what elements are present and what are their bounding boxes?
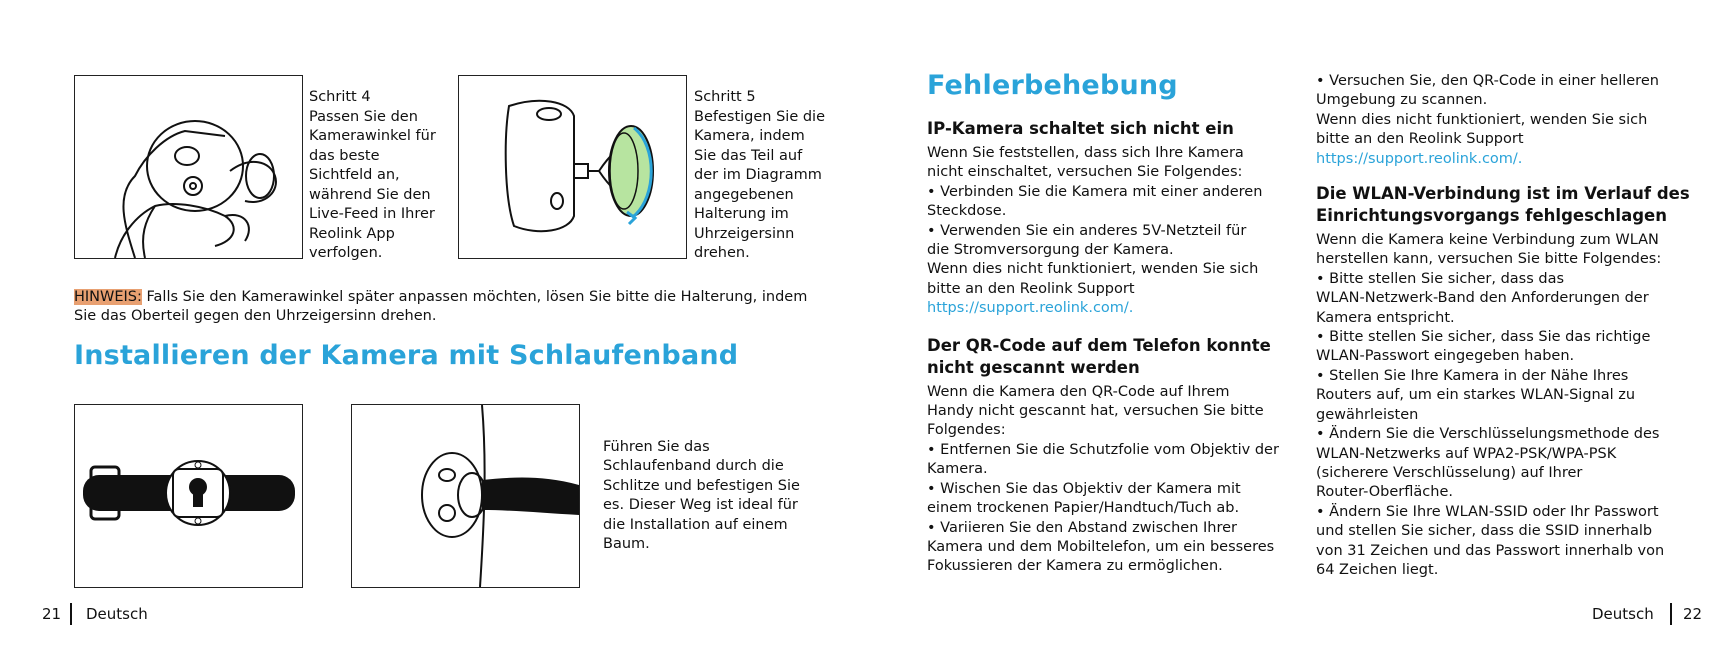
camera-mount-icon xyxy=(459,76,686,258)
wlan-issue-line: und stellen Sie sicher, dass die SSID innerhalb xyxy=(1316,523,1653,540)
left-footer-divider xyxy=(70,603,72,625)
step4-title: Schritt 4 xyxy=(309,89,371,105)
qr-issue-line: Kamera. xyxy=(927,461,988,478)
power-issue-line: Wenn dies nicht funktioniert, wenden Sie sich xyxy=(927,261,1259,278)
note xyxy=(74,288,807,327)
step4-line: Passen Sie den xyxy=(309,108,418,125)
power-issue-line: • Verwenden Sie ein anderes 5V-Netzteil für xyxy=(927,222,1247,239)
strap-heading: Installieren der Kamera mit Schlaufenband xyxy=(74,340,739,371)
qr-tip-line: Wenn dies nicht funktioniert, wenden Sie sich xyxy=(1316,111,1648,128)
qr-issue-line: Wenn die Kamera den QR-Code auf Ihrem xyxy=(927,383,1230,400)
strap-illustration xyxy=(74,404,303,588)
step5-title: Schritt 5 xyxy=(694,89,756,105)
step4-line: während Sie den xyxy=(309,186,431,203)
qr-tip-line: • Versuchen Sie, den QR-Code in einer helleren xyxy=(1316,73,1659,89)
wlan-issue-line: Kamera entspricht. xyxy=(1316,309,1455,326)
qr-issue-line: einem trockenen Papier/Handtuch/Tuch ab. xyxy=(927,500,1240,517)
qr-tip-line: Umgebung zu scannen. xyxy=(1316,92,1488,109)
wlan-issue-line: herstellen kann, versuchen Sie bitte Folgendes: xyxy=(1316,251,1662,268)
wlan-issue-line: Wenn die Kamera keine Verbindung zum WLAN xyxy=(1316,232,1659,249)
wlan-issue-line: • Ändern Sie Ihre WLAN-SSID oder Ihr Passwort xyxy=(1316,503,1659,520)
power-issue-line: nicht einschaltet, versuchen Sie Folgendes: xyxy=(927,164,1243,181)
wlan-issue-line: • Stellen Sie Ihre Kamera in der Nähe Ihres xyxy=(1316,367,1629,384)
wlan-issue-line: 64 Zeichen liegt. xyxy=(1316,561,1439,578)
wlan-issue-line: WLAN-Netzwerks auf WPA2-PSK/WPA-PSK xyxy=(1316,445,1617,462)
step4-line: verfolgen. xyxy=(309,245,383,261)
wlan-issue-title: Einrichtungsvorgangs fehlgeschlagen xyxy=(1316,206,1667,226)
step4-line: Sichtfeld an, xyxy=(309,167,400,183)
qr-issue-line: Kamera und dem Mobiltelefon, um ein besseres xyxy=(927,538,1275,555)
wlan-issue-line: gewährleisten xyxy=(1316,406,1419,423)
right-footer-divider xyxy=(1670,603,1672,625)
right-footer-lang: Deutsch xyxy=(1592,605,1654,623)
power-issue-line: Steckdose. xyxy=(927,203,1007,220)
strap-line: Schlaufenband durch die xyxy=(603,458,784,475)
step4-illustration xyxy=(74,75,303,259)
right-page-number: 22 xyxy=(1683,605,1703,623)
wlan-issue-line: Router-Oberfläche. xyxy=(1316,484,1453,501)
note-label: HINWEIS: xyxy=(74,289,142,305)
support-link[interactable]: https://support.reolink.com/. xyxy=(1316,150,1523,167)
wlan-issue-line: • Bitte stellen Sie sicher, dass Sie das richtige xyxy=(1316,329,1651,346)
qr-issue-line: • Variieren Sie den Abstand zwischen Ihrer xyxy=(927,519,1238,536)
step5-illustration xyxy=(458,75,687,259)
left-footer-lang: Deutsch xyxy=(86,605,148,623)
wlan-issue-line: Routers auf, um ein starkes WLAN-Signal zu xyxy=(1316,387,1636,404)
qr-issue-line: • Wischen Sie das Objektiv der Kamera mit xyxy=(927,480,1241,497)
power-issue-line: Wenn Sie feststellen, dass sich Ihre Kamera xyxy=(927,145,1244,161)
strap-tree-illustration xyxy=(351,404,580,588)
step5-text xyxy=(694,88,825,264)
troubleshooting-heading: Fehlerbehebung xyxy=(927,70,1178,101)
qr-issue-line: • Entfernen Sie die Schutzfolie vom Objektiv der xyxy=(927,441,1279,458)
note-line2: Sie das Oberteil gegen den Uhrzeigersinn drehen. xyxy=(74,308,437,325)
troubleshooting-col1 xyxy=(927,118,1279,577)
qr-issue-line: Fokussieren der Kamera zu ermöglichen. xyxy=(927,558,1223,575)
power-issue-title: IP-Kamera schaltet sich nicht ein xyxy=(927,119,1234,138)
support-link[interactable]: https://support.reolink.com/. xyxy=(927,300,1134,317)
qr-issue-line: Folgendes: xyxy=(927,422,1006,439)
step4-line: Kamerawinkel für xyxy=(309,128,436,144)
qr-tip-line: bitte an den Reolink Support xyxy=(1316,131,1524,148)
strap-line: die Installation auf einem xyxy=(603,516,788,533)
qr-issue-title: Der QR-Code auf dem Telefon konnte xyxy=(927,335,1271,355)
wlan-issue-line: WLAN-Netzwerk-Band den Anforderungen der xyxy=(1316,290,1649,307)
step5-line: Befestigen Sie die xyxy=(694,108,826,125)
strap-line: Baum. xyxy=(603,536,650,553)
step5-line: Kamera, indem xyxy=(694,128,805,144)
strap-line: Schlitze und befestigen Sie xyxy=(603,477,800,494)
step5-line: Uhrzeigersinn xyxy=(694,225,795,242)
step5-line: der im Diagramm xyxy=(694,167,822,183)
wlan-issue-line: (sicherere Verschlüsselung) auf Ihrer xyxy=(1316,464,1583,481)
camera-hand-icon xyxy=(75,76,302,258)
camera-tree-icon xyxy=(352,405,579,587)
qr-issue-line: Handy nicht gescannt hat, versuchen Sie bitte xyxy=(927,403,1264,420)
step5-line: drehen. xyxy=(694,245,750,261)
wlan-issue-line: • Bitte stellen Sie sicher, dass das xyxy=(1316,270,1565,287)
wlan-issue-title: Die WLAN-Verbindung ist im Verlauf des xyxy=(1316,184,1690,204)
wlan-issue-line: von 31 Zeichen und das Passwort innerhalb von xyxy=(1316,542,1665,559)
left-page-number: 21 xyxy=(42,605,62,623)
step5-line: Sie das Teil auf xyxy=(694,147,803,164)
strap-mount-icon xyxy=(75,405,302,587)
qr-issue-title: nicht gescannt werden xyxy=(927,357,1140,377)
step4-text xyxy=(309,88,436,264)
power-issue-line: bitte an den Reolink Support xyxy=(927,280,1135,297)
step5-line: angegebenen xyxy=(694,186,794,203)
troubleshooting-col2 xyxy=(1316,72,1690,580)
strap-text xyxy=(603,438,800,554)
step4-line: Reolink App xyxy=(309,225,395,242)
note-line1: Falls Sie den Kamerawinkel später anpassen möchten, lösen Sie bitte die Halterung, indem xyxy=(141,289,808,305)
power-issue-line: • Verbinden Sie die Kamera mit einer anderen xyxy=(927,183,1263,200)
step4-line: Live-Feed in Ihrer xyxy=(309,206,435,222)
wlan-issue-line: • Ändern Sie die Verschlüsselungsmethode des xyxy=(1316,426,1660,443)
step4-line: das beste xyxy=(309,147,380,164)
power-issue-line: die Stromversorgung der Kamera. xyxy=(927,242,1174,259)
step5-line: Halterung im xyxy=(694,206,789,222)
strap-line: Führen Sie das xyxy=(603,439,710,455)
wlan-issue-line: WLAN-Passwort eingegeben haben. xyxy=(1316,348,1575,365)
strap-line: es. Dieser Weg ist ideal für xyxy=(603,497,798,514)
